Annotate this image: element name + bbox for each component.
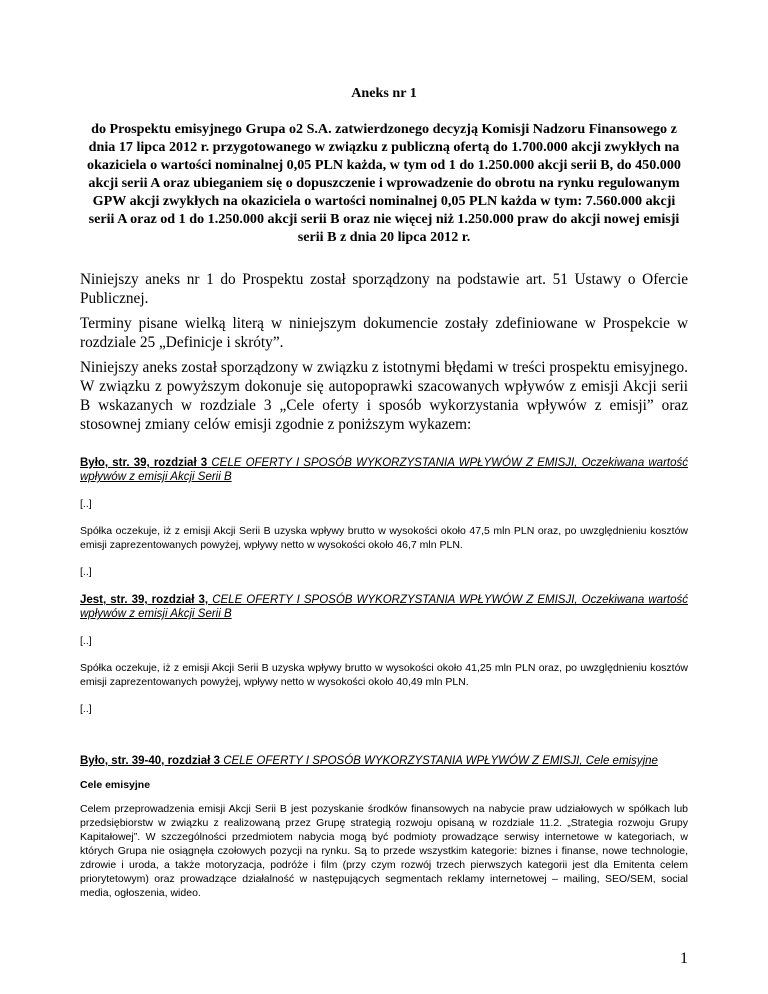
- section-bylo-1: [80, 456, 688, 579]
- annex-subtitle: do Prospektu emisyjnego Grupa o2 S.A. zatwierdzonego decyzją Komisji Nadzoru Finansowego z dnia 17 lipca 2012 r. przygotowanego w związku z publiczną ofertą do 1.700.000 akcji zwykłych na okaziciela o wartości nominalnej 0,05 PLN każda, w tym od 1 do 1.250.000 akcji serii B, do 450.000 akcji serii A oraz ubieganiem się o dopuszczenie i wprowadzenie do obrotu na rynku regulowanym GPW akcji zwykłych na okaziciela o wartości nominalnej 0,05 PLN każda w tym: 7.560.000 akcji serii A oraz od 1 do 1.250.000 akcji serii B oraz nie więcej niż 1.250.000 praw do akcji nowej emisji serii B z dnia 20 lipca 2012 r.: [87, 121, 681, 245]
- cele-emisyjne-subheading: Cele emisyjne: [80, 779, 151, 791]
- section-heading: [80, 754, 688, 768]
- section-text: Spółka oczekuje, iż z emisji Akcji Serii B uzyska wpływy brutto w wysokości około 41,25 mln PLN oraz, po uwzględnieniu kosztów emisji zaprezentowanych powyżej, wpływy netto w wysokości około 40,49 mln PLN.: [80, 662, 688, 688]
- ellipsis: [..]: [80, 498, 92, 510]
- section-heading-italic: CELE OFERTY I SPOSÓB WYKORZYSTANIA WPŁYWÓW Z EMISJI, Cele emisyjne: [223, 755, 658, 767]
- section-heading-italic: CELE OFERTY I SPOSÓB WYKORZYSTANIA WPŁYWÓW Z EMISJI, Oczekiwana wartość wpływów z emisji Akcji Serii B: [80, 594, 688, 620]
- section-heading: [80, 456, 688, 484]
- intro-paragraph-3: Niniejszy aneks został sporządzony w związku z istotnymi błędami w treści prospektu emisyjnego. W związku z powyższym dokonuje się autopoprawki szacowanych wpływów z emisji Akcji serii B wskazanych w rozdziale 3 „Cele oferty i sposób wykorzystania wpływów z emisji” oraz stosownej zmiany celów emisji zgodnie z poniższym wykazem:: [80, 359, 688, 433]
- section-heading-lead: Było, str. 39-40, rozdział 3: [80, 755, 220, 767]
- section-text: Celem przeprowadzenia emisji Akcji Serii B jest pozyskanie środków finansowych na nabycie praw udziałowych w spółkach lub przedsiębiorstw w związku z realizowaną przez Grupę strategią rozwoju opisaną w rozdziale 11.2. „Strategia rozwoju Grupy Kapitałowej”. W szczególności przedmiotem nabycia mogą być podmioty prowadzące serwisy internetowe w kategoriach, w których Grupa nie osiągnęła czołowych pozycji na rynku. Są to przede wszystkim kategorie: biznes i finanse, nowe technologie, zdrowie i uroda, a także motoryzacja, podróże i film (przy czym rozwój trzech pierwszych kategorii jest dla Emitenta celem priorytetowym) oraz prowadzące działalność w następujących segmentach reklamy internetowej – mailing, SEO/SEM, social media, ogłoszenia, wideo.: [80, 803, 688, 899]
- section-text: Spółka oczekuje, iż z emisji Akcji Serii B uzyska wpływy brutto w wysokości około 47,5 mln PLN oraz, po uwzględnieniu kosztów emisji zaprezentowanych powyżej, wpływy netto w wysokości około 46,7 mln PLN.: [80, 525, 688, 551]
- page-number: 1: [680, 950, 688, 967]
- ellipsis: [..]: [80, 566, 92, 578]
- section-heading: [80, 593, 688, 621]
- section-jest-1: [80, 593, 688, 716]
- ellipsis: [..]: [80, 635, 92, 647]
- section-heading-italic: CELE OFERTY I SPOSÓB WYKORZYSTANIA WPŁYWÓW Z EMISJI, Oczekiwana wartość wpływów z emisji Akcji Serii B: [80, 457, 689, 483]
- intro-section: [80, 270, 688, 440]
- annex-title: Aneks nr 1: [351, 85, 417, 101]
- intro-paragraph-1: Niniejszy aneks nr 1 do Prospektu został sporządzony na podstawie art. 51 Ustawy o Ofercie Publicznej.: [80, 271, 688, 307]
- document-title-block: [80, 84, 688, 246]
- section-heading-lead: Jest, str. 39, rozdział 3,: [80, 594, 209, 606]
- intro-paragraph-2: Terminy pisane wielką literą w niniejszym dokumencie zostały zdefiniowane w Prospekcie w rozdziale 25 „Definicje i skróty”.: [80, 315, 688, 351]
- section-heading-lead: Było, str. 39, rozdział 3: [80, 457, 208, 469]
- ellipsis: [..]: [80, 703, 92, 715]
- section-bylo-2: [80, 754, 688, 900]
